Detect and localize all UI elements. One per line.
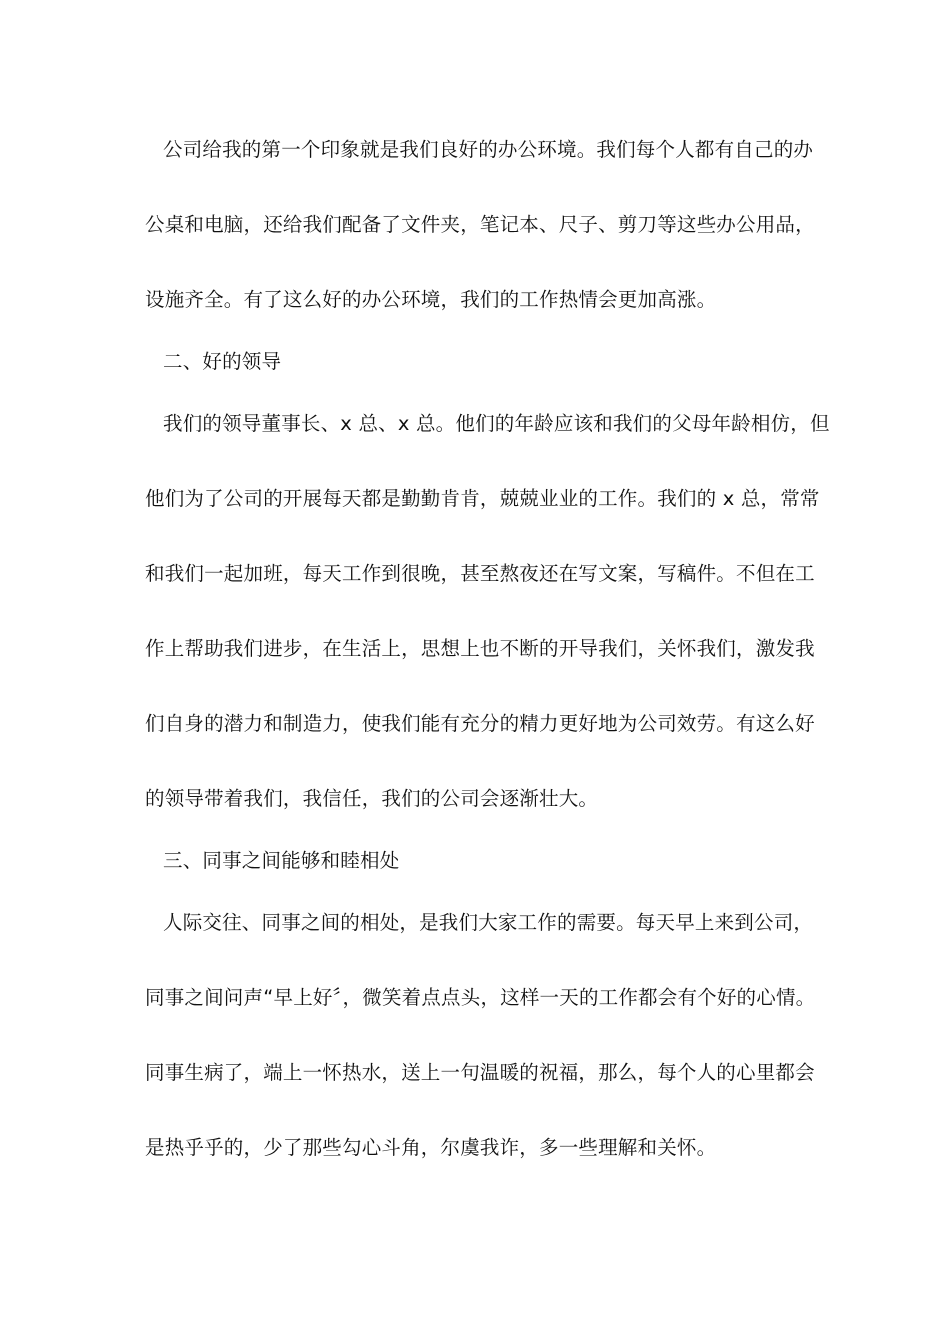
paragraph-office-line-1: 公司给我的第一个印象就是我们良好的办公环境。我们每个人都有自己的办 [163, 138, 814, 161]
paragraph-leadership-line-1: 我们的领导董事长、x 总、x 总。他们的年龄应该和我们的父母年龄相仿，但 [163, 412, 830, 435]
paragraph-colleagues-line-4: 是热乎乎的，少了那些勾心斗角，尔虞我诈，多一些理解和关怀。 [145, 1136, 717, 1159]
paragraph-leadership-line-5: 们自身的潜力和制造力，使我们能有充分的精力更好地为公司效劳。有这么好 [145, 712, 815, 735]
section-heading-colleagues: 三、同事之间能够和睦相处 [163, 849, 400, 872]
paragraph-colleagues-line-2: 同事之间问声“早上好〞，微笑着点点头，这样一天的工作都会有个好的心情。 [145, 986, 816, 1009]
paragraph-colleagues-line-1: 人际交往、同事之间的相处，是我们大家工作的需要。每天早上来到公司， [163, 911, 814, 934]
paragraph-leadership-line-2: 他们为了公司的开展每天都是勤勤肯肯，兢兢业业的工作。我们的 x 总，常常 [145, 487, 820, 510]
paragraph-office-line-3: 设施齐全。有了这么好的办公环境，我们的工作热情会更加高涨。 [145, 288, 717, 311]
paragraph-leadership-line-6: 的领导带着我们，我信任，我们的公司会逐渐壮大。 [145, 787, 599, 810]
section-heading-leadership: 二、好的领导 [163, 350, 282, 373]
paragraph-leadership-line-3: 和我们一起加班，每天工作到很晚，甚至熬夜还在写文案，写稿件。不但在工 [145, 562, 815, 585]
paragraph-colleagues-line-3: 同事生病了，端上一怀热水，送上一句温暖的祝福，那么，每个人的心里都会 [145, 1061, 815, 1084]
paragraph-office-line-2: 公桌和电脑，还给我们配备了文件夹，笔记本、尺子、剪刀等这些办公用品， [145, 213, 815, 236]
paragraph-leadership-line-4: 作上帮助我们进步，在生活上，思想上也不断的开导我们，关怀我们，激发我 [145, 637, 815, 660]
